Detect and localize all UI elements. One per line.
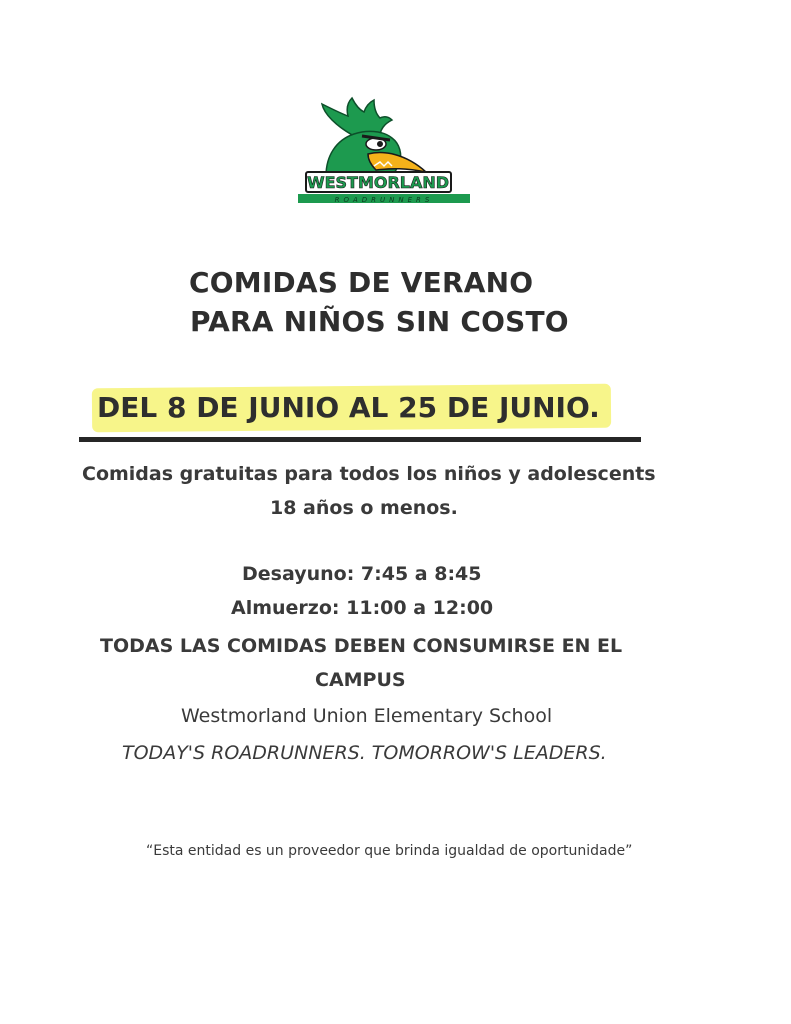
date-range: DEL 8 DE JUNIO AL 25 DE JUNIO. xyxy=(97,391,600,424)
notice-line-2: CAMPUS xyxy=(315,669,406,691)
title-line-2: PARA NIÑOS SIN COSTO xyxy=(190,305,569,338)
title-line-1: COMIDAS DE VERANO xyxy=(189,266,534,299)
lunch-hours: Almuerzo: 11:00 a 12:00 xyxy=(231,597,494,619)
breakfast-hours: Desayuno: 7:45 a 8:45 xyxy=(242,563,482,585)
logo-tagline: ROADRUNNERS xyxy=(334,196,434,204)
roadrunner-beak xyxy=(368,153,426,172)
logo-name: WESTMORLAND xyxy=(306,173,450,192)
divider-rule xyxy=(79,437,641,442)
school-motto: TODAY'S ROADRUNNERS. TOMORROW'S LEADERS. xyxy=(122,742,607,764)
notice-line-1: TODAS LAS COMIDAS DEBEN CONSUMIRSE EN EL xyxy=(100,635,623,657)
roadrunner-crest xyxy=(322,98,392,136)
intro-line-2: 18 años o menos. xyxy=(270,497,458,519)
school-name: Westmorland Union Elementary School xyxy=(181,705,553,727)
westmorland-roadrunners-logo xyxy=(296,96,472,206)
equal-opportunity-statement: “Esta entidad es un proveedor que brinda igualdad de oportunidade” xyxy=(146,843,633,859)
intro-line-1: Comidas gratuitas para todos los niños y adolescents xyxy=(82,463,656,485)
